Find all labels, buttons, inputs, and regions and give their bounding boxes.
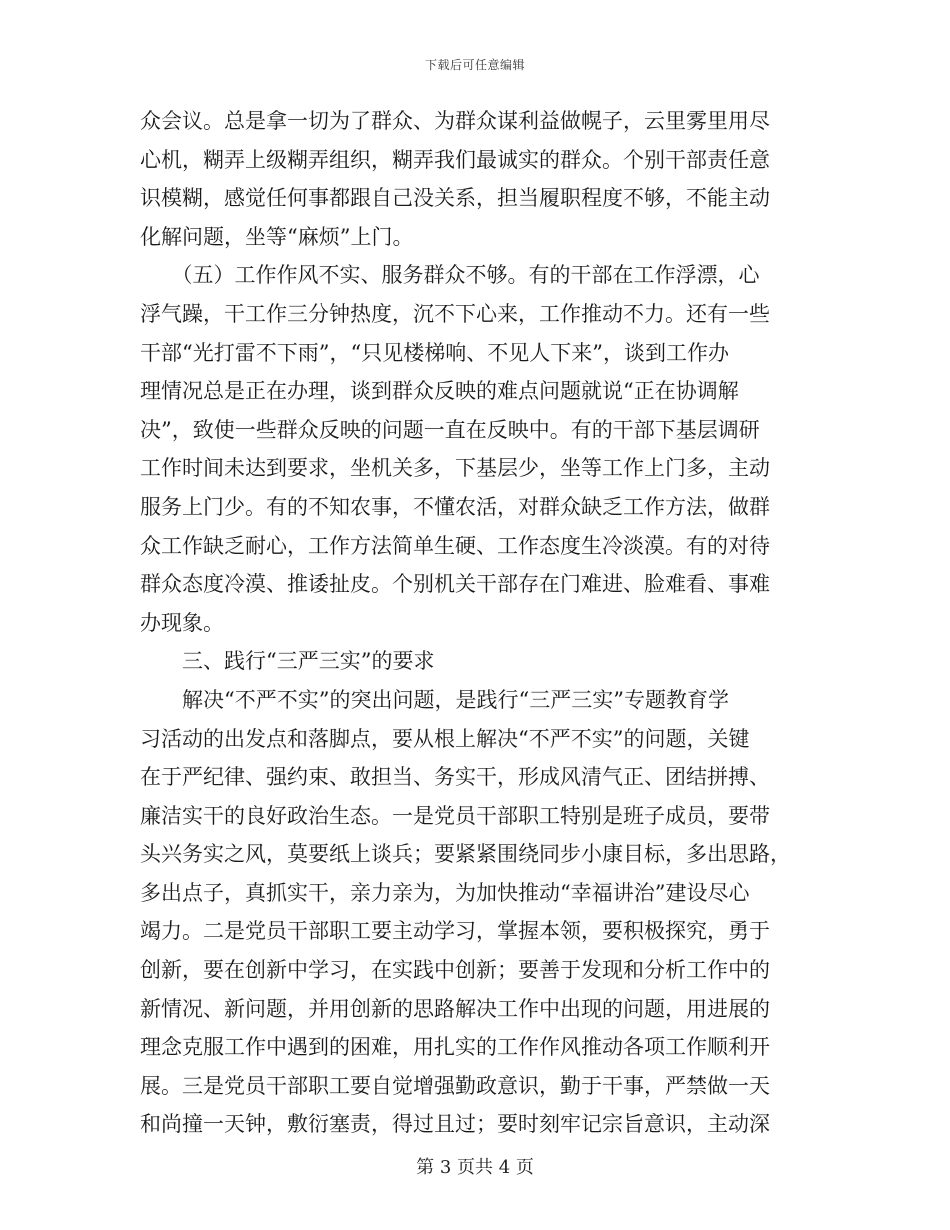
text-line: 众会议。总是拿一切为了群众、为群众谋利益做幌子，云里雾里用尽: [140, 109, 770, 133]
body-text: [140, 102, 804, 1144]
text-line: 创新，要在创新中学习，在实践中创新；要善于发现和分析工作中的: [140, 958, 770, 983]
section-heading: 三、践行“三严三实”的要求: [140, 649, 435, 674]
text-line: 新情况、新问题，并用创新的思路解决工作中出现的问题，用进展的: [140, 996, 770, 1021]
text-line: 识模糊，感觉任何事都跟自己没关系，担当履职程度不够，不能主动: [140, 186, 770, 211]
text-line: 众工作缺乏耐心，工作方法简单生硬、工作态度生冷淡漠。有的对待: [140, 533, 770, 558]
text-line: 多出点子，真抓实干，亲力亲为，为加快推动“幸福讲治”建设尽心: [140, 880, 750, 905]
page-footer: 第 3 页共 4 页: [416, 1157, 534, 1178]
text-line: 心机，糊弄上级糊弄组织，糊弄我们最诚实的群众。个别干部责任意: [140, 147, 770, 172]
text-line: 群众态度冷漠、推诿扯皮。个别机关干部存在门难进、脸难看、事难: [140, 572, 770, 597]
text-line: 廉洁实干的良好政治生态。一是党员干部职工特别是班子成员，要带: [140, 803, 770, 828]
text-line: 理念克服工作中遇到的困难，用扎实的工作作风推动各项工作顺利开: [140, 1035, 770, 1060]
text-line: 展。三是党员干部职工要自觉增强勤政意识，勤于干事，严禁做一天: [140, 1073, 770, 1098]
text-line: 习活动的出发点和落脚点，要从根上解决“不严不实”的问题，关键: [140, 726, 750, 751]
text-line: 理情况总是正在办理，谈到群众反映的难点问题就说“正在协调解: [140, 379, 739, 404]
text-line: 竭力。二是党员干部职工要主动学习，掌握本领，要积极探究，勇于: [140, 919, 770, 944]
text-line: 浮气躁，干工作三分钟热度，沉不下心来，工作推动不力。还有一些: [140, 301, 770, 326]
page-header: 下载后可任意编辑: [424, 58, 525, 72]
text-line: 干部“光打雷不下雨”，“只见楼梯响、不见人下来”，谈到工作办: [140, 340, 729, 365]
text-line: 服务上门少。有的不知农事，不懂农活，对群众缺乏工作方法，做群: [140, 494, 770, 519]
text-line: 化解问题，坐等“麻烦”上门。: [140, 224, 414, 249]
text-line: 解决“不严不实”的突出问题，是践行“三严三实”专题教育学: [140, 687, 729, 712]
text-line: 决”，致使一些群众反映的问题一直在反映中。有的干部下基层调研: [140, 417, 760, 442]
text-line: 头兴务实之风，莫要纸上谈兵；要紧紧围绕同步小康目标，多出思路，: [140, 842, 791, 867]
text-line: 工作时间未达到要求，坐机关多，下基层少，坐等工作上门多，主动: [140, 456, 770, 481]
text-line: （五）工作作风不实、服务群众不够。有的干部在工作浮漂，心: [140, 263, 760, 288]
text-line: 和尚撞一天钟，敷衍塞责，得过且过；要时刻牢记宗旨意识，主动深: [140, 1112, 770, 1137]
text-line: 办现象。: [140, 610, 224, 635]
text-line: 在于严纪律、强约束、敢担当、务实干，形成风清气正、团结拼搏、: [140, 765, 770, 790]
